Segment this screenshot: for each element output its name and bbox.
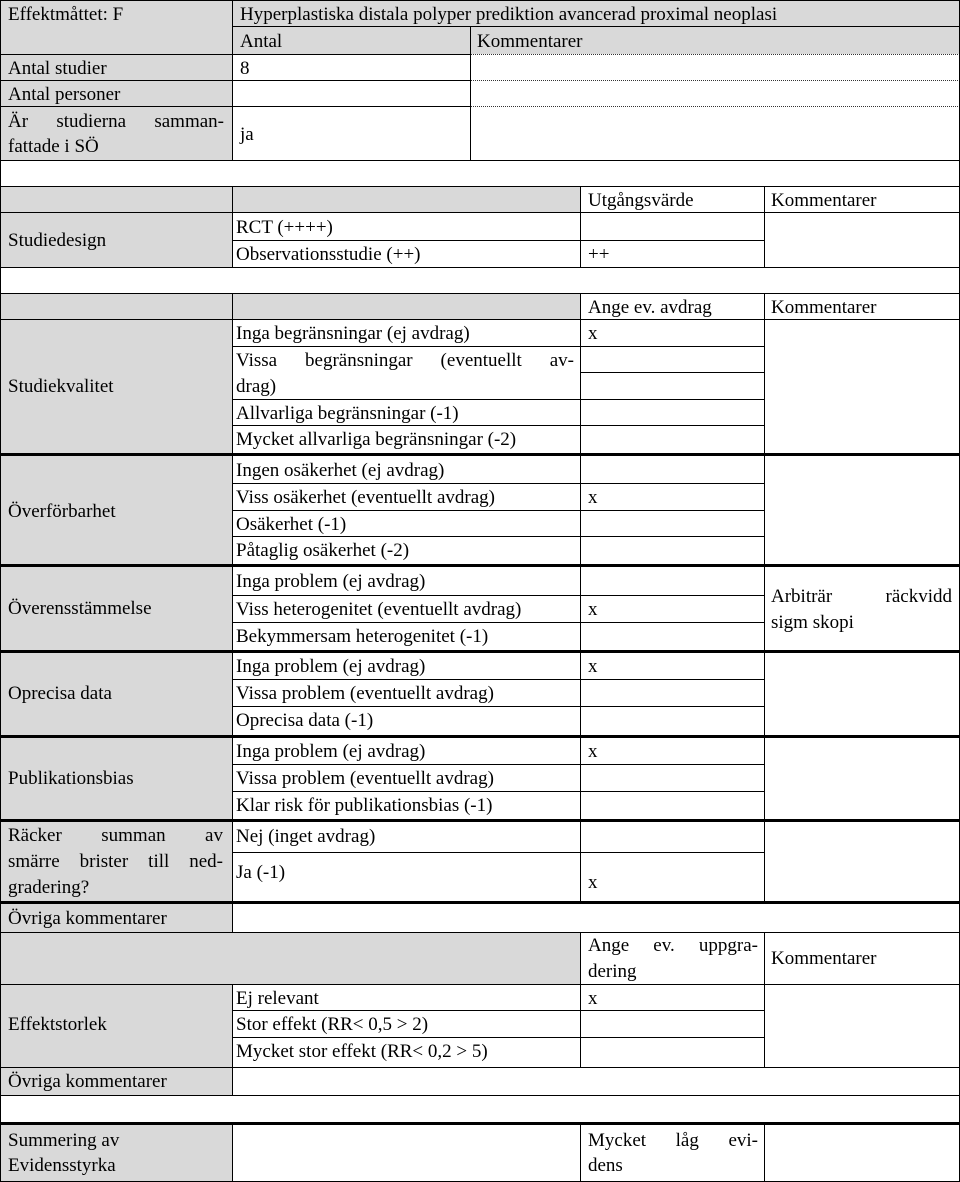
- other-comments-2: Övriga kommentarer: [8, 1071, 167, 1092]
- rule: [0, 1067, 960, 1068]
- oprecisa-label: Oprecisa data: [8, 683, 112, 704]
- publikationsbias-option-1: Inga problem (ej avdrag): [236, 741, 426, 762]
- overforbarhet-option-1: Ingen osäkerhet (ej avdrag): [236, 460, 445, 481]
- design-option-observational: Observationsstudie (++): [236, 244, 421, 265]
- oprecisa-option-2: Vissa problem (eventuellt avdrag): [236, 683, 494, 704]
- design-mark-observational: ++: [588, 244, 610, 265]
- rule: [0, 267, 960, 268]
- summary-label-line1: Summering av: [8, 1130, 120, 1151]
- rule-vertical: [580, 186, 581, 267]
- publikationsbias-option-3: Klar risk för publikationsbias (-1): [236, 795, 493, 816]
- rule: [232, 510, 764, 511]
- overensstammelse-label: Överensstämmelse: [8, 598, 152, 619]
- design-col-kommentarer: Kommentarer: [771, 190, 877, 211]
- rule-vertical: [580, 1125, 581, 1182]
- overensstammelse-comment-line1: Arbiträr räckvidd: [771, 586, 952, 607]
- rule-vertical: [232, 0, 233, 160]
- effekt-option-3: Mycket stor effekt (RR< 0,2 > 5): [236, 1041, 488, 1062]
- rule: [232, 1010, 764, 1011]
- oprecisa-option-1: Inga problem (ej avdrag): [236, 656, 426, 677]
- rule: [232, 26, 960, 27]
- rule: [232, 679, 764, 680]
- rule-vertical: [764, 293, 765, 904]
- racker-option-2: Ja (-1): [236, 862, 286, 883]
- subheader-bg: [232, 26, 960, 54]
- upgrade-header-bg: [0, 932, 580, 984]
- rule: [0, 984, 960, 985]
- other-comments-1: Övriga kommentarer: [8, 908, 167, 929]
- rule: [232, 425, 764, 426]
- rule: [232, 536, 764, 537]
- sammanfattade-value: ja: [240, 124, 254, 145]
- design-option-rct: RCT (++++): [236, 217, 333, 238]
- rule: [0, 106, 470, 107]
- racker-label-line2: smärre brister till ned-: [8, 851, 223, 872]
- rule: [232, 483, 764, 484]
- overforbarhet-option-3: Osäkerhet (-1): [236, 514, 347, 535]
- kvalitet-option-1: Inga begränsningar (ej avdrag): [236, 323, 470, 344]
- col-ange-uppgradering-line1: Ange ev. uppgra-: [588, 935, 758, 956]
- header-corner-bg: [0, 26, 232, 54]
- design-header-bg: [0, 186, 580, 212]
- overforbarhet-label: Överförbarhet: [8, 501, 116, 522]
- rule-dotted: [470, 106, 960, 107]
- effect-label: Effektmåttet: F: [8, 4, 124, 25]
- racker-mark-2: x: [588, 872, 598, 893]
- rule-thick: [0, 453, 960, 456]
- kvalitet-option-2-line2: drag): [236, 376, 277, 397]
- rule-vertical: [470, 26, 471, 160]
- kvalitet-option-3: Allvarliga begränsningar (-1): [236, 403, 459, 424]
- rule: [0, 932, 960, 933]
- col-ange-avdrag: Ange ev. avdrag: [588, 297, 712, 318]
- rule-vertical: [232, 293, 233, 932]
- col-utgangsvarde: Utgångsvärde: [588, 190, 694, 211]
- publikationsbias-label: Publikationsbias: [8, 768, 134, 789]
- rule: [232, 706, 764, 707]
- rule: [0, 319, 960, 320]
- rule-vertical: [764, 1125, 765, 1182]
- overensstammelse-option-2: Viss heterogenitet (eventuellt avdrag): [236, 599, 522, 620]
- overforbarhet-mark-2: x: [588, 487, 598, 508]
- kvalitet-option-4: Mycket allvarliga begränsningar (-2): [236, 429, 517, 450]
- rule: [232, 852, 764, 853]
- rule: [580, 372, 764, 373]
- rule-vertical: [764, 186, 765, 267]
- effektstorlek-label: Effektstorlek: [8, 1014, 107, 1035]
- rule-thick: [0, 819, 960, 822]
- rule-vertical: [580, 293, 581, 904]
- rule: [0, 293, 960, 294]
- studiekvalitet-label: Studiekvalitet: [8, 376, 114, 397]
- publikationsbias-option-2: Vissa problem (eventuellt avdrag): [236, 768, 494, 789]
- col-ange-uppgradering-line2: dering: [588, 961, 637, 982]
- antal-personer-label: Antal personer: [8, 84, 121, 105]
- col-antal-header: Antal: [240, 31, 283, 52]
- overforbarhet-option-4: Påtaglig osäkerhet (-2): [236, 540, 410, 561]
- rule: [0, 54, 470, 55]
- effekt-option-1: Ej relevant: [236, 988, 319, 1009]
- kvalitet-option-2-line1: Vissa begränsningar (eventuellt av-: [236, 350, 574, 371]
- rule: [0, 0, 960, 1]
- summary-value-line2: dens: [588, 1155, 623, 1176]
- deduction-col-kommentarer: Kommentarer: [771, 297, 877, 318]
- effect-title: Hyperplastiska distala polyper prediktion avancerad proximal neoplasi: [240, 4, 778, 25]
- overensstammelse-mark-2: x: [588, 599, 598, 620]
- overensstammelse-option-1: Inga problem (ej avdrag): [236, 571, 426, 592]
- rule-thick: [0, 650, 960, 653]
- rule-vertical: [232, 186, 233, 267]
- rule: [232, 399, 764, 400]
- rule-thick: [0, 564, 960, 567]
- rule: [0, 212, 960, 213]
- rule: [0, 80, 470, 81]
- racker-option-1: Nej (inget avdrag): [236, 826, 376, 847]
- rule-dotted: [470, 54, 960, 55]
- summary-label-line2: Evidensstyrka: [8, 1155, 116, 1176]
- rule: [232, 1037, 764, 1038]
- antal-studier-value: 8: [240, 58, 250, 79]
- rule: [232, 791, 764, 792]
- rule-thick: [0, 735, 960, 738]
- kvalitet-mark-1: x: [588, 323, 598, 344]
- racker-label-line3: gradering?: [8, 877, 90, 898]
- rule: [0, 160, 960, 161]
- antal-studier-label: Antal studier: [8, 58, 107, 79]
- rule-vertical: [0, 0, 1, 1182]
- oprecisa-option-3: Oprecisa data (-1): [236, 710, 374, 731]
- rule: [232, 346, 764, 347]
- summary-value-line1: Mycket låg evi-: [588, 1130, 758, 1151]
- rule: [0, 1095, 960, 1096]
- rule-vertical: [232, 984, 233, 1095]
- rule-dotted: [470, 80, 960, 81]
- rule-vertical: [232, 1125, 233, 1182]
- deduction-header-bg: [0, 293, 580, 319]
- rule-vertical: [580, 932, 581, 1067]
- upgrade-col-kommentarer: Kommentarer: [771, 948, 877, 969]
- overensstammelse-comment-line2: sigm skopi: [771, 612, 854, 633]
- publikationsbias-mark-1: x: [588, 741, 598, 762]
- rule-vertical: [764, 932, 765, 1067]
- rule-thick: [0, 901, 960, 904]
- rule-thick: [0, 1122, 960, 1125]
- rule: [0, 186, 960, 187]
- sammanfattade-label-line2: fattade i SÖ: [8, 136, 99, 157]
- overensstammelse-option-3: Bekymmersam heterogenitet (-1): [236, 626, 489, 647]
- effekt-mark-1: x: [588, 988, 598, 1009]
- studiedesign-label: Studiedesign: [8, 230, 107, 251]
- racker-label-line1: Räcker summan av: [8, 825, 223, 846]
- sammanfattade-label-line1: Är studierna samman-: [8, 111, 224, 132]
- effekt-option-2: Stor effekt (RR< 0,5 > 2): [236, 1014, 429, 1035]
- rule: [232, 595, 764, 596]
- overforbarhet-option-2: Viss osäkerhet (eventuellt avdrag): [236, 487, 495, 508]
- col-kommentarer-header: Kommentarer: [477, 31, 583, 52]
- rule: [232, 622, 764, 623]
- oprecisa-mark-1: x: [588, 656, 598, 677]
- rule: [232, 240, 764, 241]
- rule: [232, 764, 764, 765]
